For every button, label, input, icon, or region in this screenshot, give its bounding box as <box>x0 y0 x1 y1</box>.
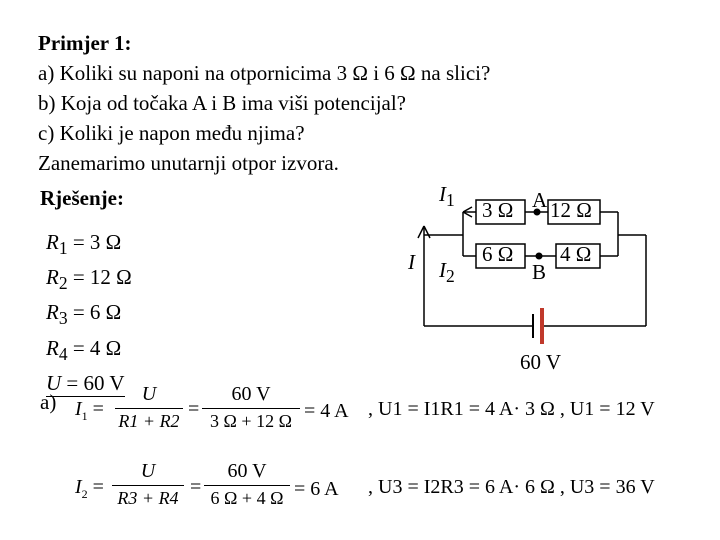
eq2-frac2: 60 V 6 Ω + 4 Ω <box>204 460 290 509</box>
label-point-a: A <box>532 188 548 212</box>
problem-line-note: Zanemarimo unutarnji otpor izvora. <box>38 151 339 175</box>
problem-line-b: b) Koja od točaka A i B ima viši potencijal? <box>38 91 407 115</box>
point-b-dot <box>536 253 543 260</box>
eq2-equals: = <box>190 476 202 498</box>
eq1-frac2: 60 V 3 Ω + 12 Ω <box>202 383 300 432</box>
arrow-i-right <box>424 226 430 238</box>
eq2-voltage: , U3 = I2R3 = 6 A· 6 Ω , U3 = 36 V <box>368 476 655 498</box>
given-r4: $R_4 = 4$ Ω <box>46 335 122 364</box>
arrow-i-left <box>418 226 424 238</box>
solution-title: Rješenje: <box>40 186 124 210</box>
given-u: U = 60 V <box>46 370 125 395</box>
eq1-equals: = <box>188 398 200 420</box>
eq1-voltage: , U1 = I1R1 = 4 A· 3 Ω , U1 = 12 V <box>368 398 655 420</box>
label-i: I <box>408 250 415 274</box>
problem-line-a: a) Koliki su naponi na otpornicima 3 Ω i 6 Ω na slici? <box>38 61 491 85</box>
eq2-lhs: $I_2$ = <box>75 476 104 501</box>
label-r4: 4 Ω <box>560 242 592 266</box>
label-point-b: B <box>532 260 547 284</box>
problem-line-c: c) Koliki je napon među njima? <box>38 121 305 145</box>
eq1-result: = 4 A <box>304 400 349 422</box>
eq1-frac1: U R1 + R2 <box>115 383 183 432</box>
given-r2: $R_2 = 12$ Ω <box>46 265 132 294</box>
problem-title: Primjer 1: <box>38 31 132 55</box>
label-voltage: 60 V <box>520 350 562 374</box>
eq1-lhs: $I_1$ = <box>75 398 104 423</box>
given-r3: $R_3 = 6$ Ω <box>46 300 122 329</box>
label-r1: 3 Ω <box>482 198 514 222</box>
part-a-label: a) <box>40 390 57 414</box>
eq2-result: = 6 A <box>294 478 339 500</box>
label-i2: $I_2$ <box>439 258 455 287</box>
label-i1: $I_1$ <box>439 182 455 211</box>
label-r2: 12 Ω <box>550 198 592 222</box>
eq2-frac1: U R3 + R4 <box>112 460 184 509</box>
label-r3: 6 Ω <box>482 242 514 266</box>
given-r1: $R_1 = 3$ Ω <box>46 230 122 259</box>
